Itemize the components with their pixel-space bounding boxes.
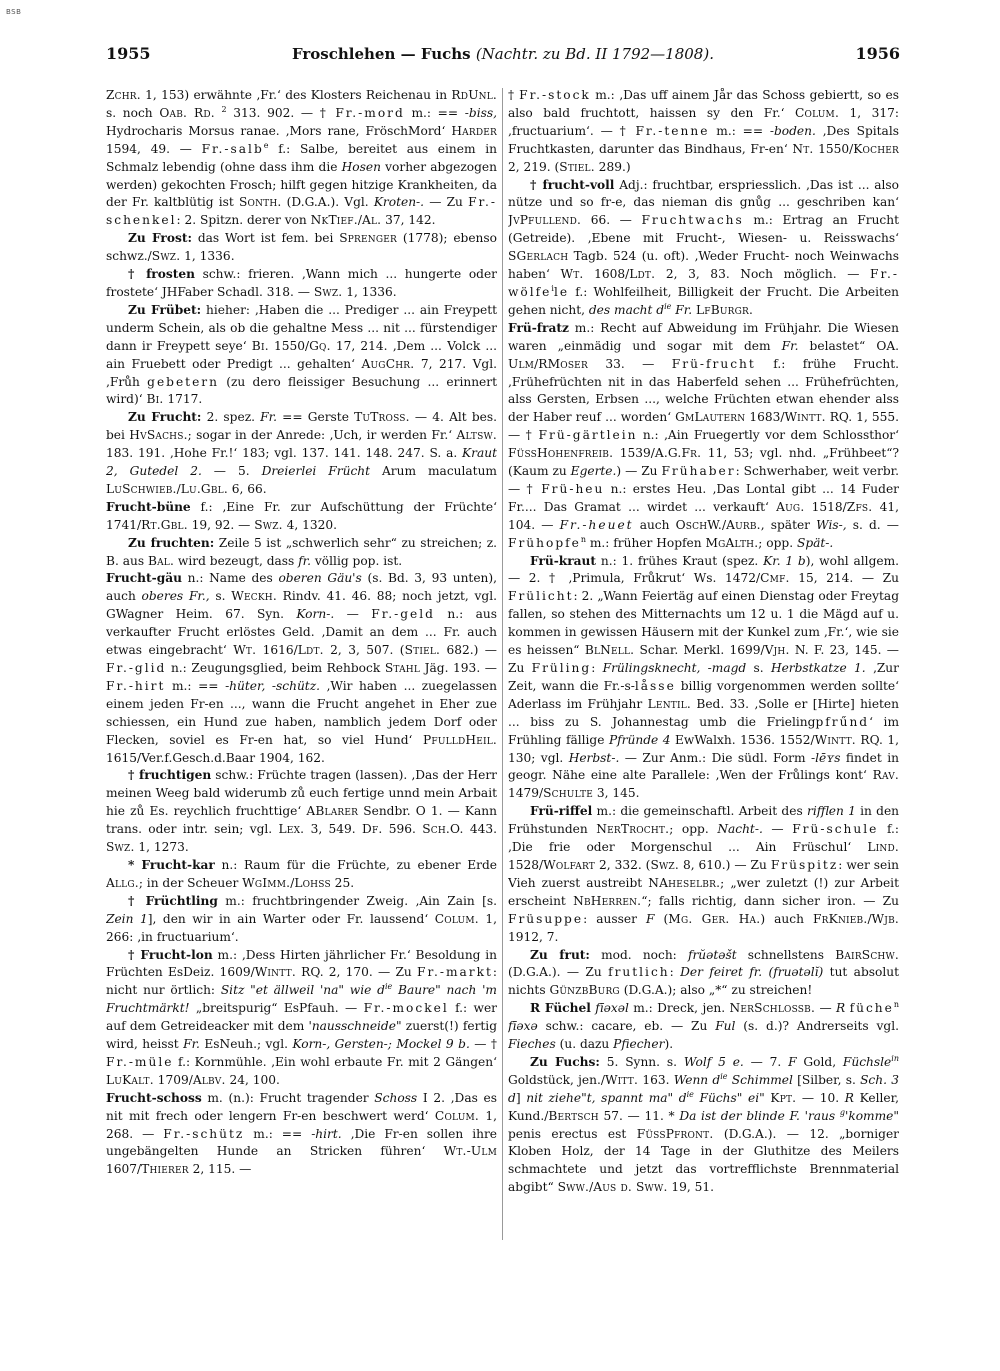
dictionary-entry bbox=[106, 230, 497, 266]
entry-headword: Zu Frost: bbox=[128, 231, 192, 246]
entry-headword: Frü-riffel bbox=[530, 804, 593, 819]
entry-body: fīǝxǝl m.: Dreck, jen. NerSchlossb. — R füche$^n$ fīǝxǝ schw.: cacare, eb. — Zu Ful (s. d.)? Andrerseits vgl. Fieches (u. dazu Pfiecher). bbox=[508, 1000, 899, 1052]
entry-body: schw.: Früchte tragen (lassen). ‚Das der Herr meinen Weeg bald widerumb zů euch fertige unnd mein Arbait hie zů Es. reychlich fruchttige‘ ABlarer Sendbr. O 1. — Kann trans. oder intr. sein; vgl. Lex. 3, 549. Df. 596. Sch.O. 443. Swz. 1, 1273. bbox=[106, 768, 497, 855]
dictionary-entry bbox=[508, 553, 899, 804]
entry-body: f.: ‚Eine Fr. zur Aufschüttung der Früchte‘ 1741/Rt.Gbl. 19, 92. — Swz. 4, 1320. bbox=[106, 499, 497, 532]
dictionary-entry bbox=[106, 302, 497, 409]
dictionary-entry bbox=[106, 499, 497, 535]
dictionary-entry bbox=[106, 535, 497, 571]
entry-headword: Zu Frübet: bbox=[128, 302, 202, 317]
entry-body: hieher: ‚Haben die ... Prediger ... ain Freypett underm Schein, als ob die gehaltne Mess ... nit ... fürstendiger dann ir Freypett seye‘ Bi. 1550/Gq. 17, 214. ‚Dem ... Volck ... ain Fruebett oder Predigt ... gehalten‘ AugChr. 7, 217. Vgl. ‚Frůh gebetern (zu dero fleissiger Besuchung ... erinnert wird)‘ Bi. 1717. bbox=[106, 302, 497, 407]
entry-headword: † frosten bbox=[128, 267, 195, 282]
dictionary-entry bbox=[106, 893, 497, 947]
left-column bbox=[106, 87, 497, 1355]
dictionary-entry bbox=[508, 803, 899, 946]
entry-body: m. (n.): Frucht tragender Schoss I 2. ‚Das es nit mit frech oder lengern Fr-en beschwert werd‘ Colum. 1, 268. — Fr.-schütz m.: == -hirt. ‚Die Fr-en sollen ihre ungebängelten Hunde an Stricken führen‘ Wt.-Ulm 1607/Thierer 2, 115. — bbox=[106, 1090, 497, 1177]
dictionary-entry bbox=[106, 857, 497, 893]
running-header bbox=[106, 44, 900, 68]
running-title-main: Froschlehen — Fuchs bbox=[292, 45, 471, 63]
dictionary-entry bbox=[508, 320, 899, 553]
dictionary-entry bbox=[106, 266, 497, 302]
dictionary-entry bbox=[106, 767, 497, 857]
entry-body: das Wort ist fem. bei Sprenger (1778); ebenso schwz./Swz. 1, 1336. bbox=[106, 231, 497, 264]
entry-body: n.: Raum für die Früchte, zu ebener Erde Allg.; in der Scheuer WgImm./Lohss 25. bbox=[106, 857, 497, 890]
entry-headword: † frucht-voll bbox=[530, 177, 615, 192]
entry-headword: † fruchtigen bbox=[128, 768, 212, 783]
entry-headword: R Füchel bbox=[530, 1001, 591, 1016]
entry-body: mod. noch: frŭǝtǝšt schnellstens BairSchw. (D.G.A.). — Zu frutlich: Der feiret fr. (fruǝtǝlĭ) tut absolut nichts GünzbBurg (D.G.A.); also „*“ zu streichen! bbox=[508, 947, 899, 998]
dictionary-entry bbox=[106, 570, 497, 767]
entry-body: m.: ‚Dess Hirten jährlicher Fr.‘ Besoldung in Früchten EsDeiz. 1609/Wintt. RQ. 2, 170. — Zu Fr.-markt: nicht nur örtlich: Sitz "et ällweil 'na" wie $d^{ie}$ Baure" nach 'm Fruchtmärkt! „breitspurig“ EsPfauh. — Fr.-mockel f.: wer auf dem Getreideacker mit dem 'nausschneide" zuerst(!) fertig wird, heisst Fr. EsNeuh.; vgl. Korn-, Gersten-; Mockel 9 b. — † Fr.-müle f.: Kornmühle. ‚Ein wohl erbaute Fr. mit 2 Gängen‘ LuKalt. 1709/Albv. 24, 100. bbox=[106, 947, 497, 1087]
entry-body: Zchr. 1, 153) erwähnte ‚Fr.‘ des Klosters Reichenau in RdUnl. s. noch Oab. Rd. $^2$ 313. 902. — † Fr.-mord m.: == -biss, Hydrocharis Morsus ranae. ‚Mors rane, FröschMord‘ Harder 1594, 49. — Fr.-salb$^e$ f.: Salbe, bereitet aus einem in Schmalz lebendig (ohne dass ihm die Hosen vorher abgezogen werden) gekochten Frosch; hilft gegen hitzige Krankheiten, da der Fr. kaltblütig ist Sonth. (D.G.A.). Vgl. Kroten-. — Zu Fr.-schenkel: 2. Spitzn. derer von NkTief./Al. 37, 142. bbox=[106, 88, 497, 228]
entry-headword: Frü-kraut bbox=[530, 553, 597, 568]
entry-headword: † Frucht-lon bbox=[128, 947, 213, 962]
entry-headword: Frucht-büne bbox=[106, 499, 191, 514]
entry-body: m.: die gemeinschaftl. Arbeit des rifflen 1 in den Frühstunden NerTrocht.; opp. Nacht-. — Frü-schule f.: ‚Die frie oder Morgenschul ... Ain Früschul‘ Lind. 1528/Wolfart 2, 332. (Swz. 8, 610.) — Zu Früspitz: wer sein Vieh zuerst austreibt NAheselbr.; „wer zuletzt (!) zur Arbeit erscheint NbHerren.“; falls richtig, dann sicher iron. — Zu Früsuppe: ausser F (Mg. Ger. Ha.) auch FrKnieb./Wjb. 1912, 7. bbox=[508, 804, 899, 944]
entry-body: schw.: frieren. ‚Wann mich ... hungerte oder frostete‘ JHFaber Schadl. 318. — Swz. 1, 1336. bbox=[106, 267, 497, 299]
dictionary-entry bbox=[508, 1054, 899, 1197]
dictionary-entry bbox=[508, 1000, 899, 1054]
entry-body: 2. spez. Fr. == Gerste TuTross. — 4. Alt bes. bei HvSachs.; sogar in der Anrede: ‚Uch, ir werden Fr.‘ Altsw. 183. 191. ‚Hohe Fr.!‘ 183; vgl. 137. 141. 148. 247. S. a. Kraut 2, Gutedel 2. — 5. Dreierlei Frücht Arum maculatum LuSchwieb./Lu.Gbl. 6, 66. bbox=[106, 410, 497, 496]
entry-headword: Frucht-schoss bbox=[106, 1090, 202, 1105]
entry-headword: Frucht-gäu bbox=[106, 571, 182, 586]
entry-body: Zeile 5 ist „schwerlich sehr“ zu streichen; z. B. aus Bal. wird bezeugt, dass fr. völlig pop. ist. bbox=[106, 535, 497, 568]
entry-headword: Frü-fratz bbox=[508, 320, 569, 335]
page-number-right: 1956 bbox=[855, 44, 900, 63]
entry-headword: Zu fruchten: bbox=[128, 535, 215, 550]
dictionary-entry bbox=[508, 947, 899, 1001]
dictionary-entry bbox=[106, 1090, 497, 1180]
page-number-left: 1955 bbox=[106, 44, 151, 63]
entry-headword: * Frucht-kar bbox=[128, 857, 215, 872]
entry-headword: Zu frut: bbox=[530, 947, 590, 962]
dictionary-entry bbox=[106, 409, 497, 499]
entry-body: † Fr.-stock m.: ‚Das uff ainem Jår das Schoss gebiertt, so es also bald fruchtott, haissen sy den Fr.‘ Colum. 1, 317: ‚fructuarium‘. — † Fr.-tenne m.: == -boden. ‚Des Spitals Fruchtkasten, darunter das Bindhaus, Fr-en‘ Nt. 1550/Kocher 2, 219. (Stiel. 289.) bbox=[508, 88, 899, 174]
running-title-sub: (Nachtr. zu Bd. II 1792—1808). bbox=[475, 45, 714, 63]
entry-body: n.: Name des oberen Gäu's (s. Bd. 3, 93 unten), auch oberes Fr., s. Weckh. Rindv. 41. 46. 88; noch jetzt, vgl. GWagner Heim. 67. Syn. Korn-. — Fr.-geld n.: aus verkaufter Frucht erlöstes Geld. ‚Damit an dem ... Fr. auch etwas eingebracht‘ Wt. 1616/Ldt. 2, 3, 507. (Stiel. 682.) — Fr.-glid n.: Zeugungsglied, beim Rehbock Stahl Jäg. 193. — Fr.-hirt m.: == -hüter, -schütz. ‚Wir haben ... zuegelassen einem jeden Fr-en ..., wann die Frucht angehet in Eher zue schiessen, ein Hund zue haben, namblich jedem Dorf oder Flecken, soviel es Fr-en hat, so viel Hund‘ PfulldHeil. 1615/Ver.f.Gesch.d.Baar 1904, 162. bbox=[106, 571, 497, 765]
entry-headword: Zu Frucht: bbox=[128, 410, 202, 425]
entry-body: n.: 1. frühes Kraut (spez. Kr. 1 b), wohl allgem. — 2. † ‚Primula, Frůkrut‘ Ws. 1472/Cmf. 15, 214. — Zu Frülicht: 2. „Wann Feiertäg auf einen Dienstag oder Freytag fallen, so stehen des Mitternachts um 12 u. 1 die Mägd auf u. kommen in gewissen Häusern mit der Kunkel zum ‚Fr.‘, wie sie es heissen“ BlNell. Schar. Merkl. 1699/Vjh. N. F. 23, 145. — Zu Früling: Frülingsknecht, -magd s. Herbstkatze 1. ‚Zur Zeit, wann die Fr.-s-låsse billig vorgenommen werden sollte‘ Aderlass im Frühjahr Lentil. Bed. 33. ‚Solle er [Hirte] hieten ... biss zu S. Johannestag umb die Frielingpfrűnd‘ im Frühling fällige Pfründe 4 EwWalxh. 1536. 1552/Wintt. RQ. 1, 130; vgl. Herbst-. — Zur Anm.: Die südl. Form -lēʏs findet in geogr. Nähe eine alte Parallele: ‚Wen der Frůlings kont‘ Rav. 1479/Schulte 3, 145. bbox=[508, 553, 899, 801]
entry-headword: † Früchtling bbox=[128, 893, 218, 908]
dictionary-entry bbox=[106, 947, 497, 1090]
dictionary-entry bbox=[106, 87, 497, 230]
right-column bbox=[508, 87, 899, 1355]
running-title bbox=[106, 45, 900, 63]
entry-body: m.: fruchtbringender Zweig. ‚Ain Zain [s. Zein 1], den wir in ain Warter oder Fr. laussend‘ Colum. 1, 266: ‚in fructuarium‘. bbox=[106, 893, 497, 944]
entry-body: 5. Synn. s. Wolf 5 e. — 7. F Gold, Füchsle$^{in}$ Goldstück, jen./Witt. 163. Wenn $d^{ie}$ Schimmel [Silber, s. Sch. 3 d] nit ziehe"t, spannt ma" $d^{ie}$ Füchs" ei" Kpt. — 10. R Keller, Kund./Bertsch 57. — 11. * Da ist der blinde F. 'raus $^g$'komme" penis erectus est FüssPfront. (D.G.A.). — 12. „borniger Kloben Holz, der 14 Tage in der Gluthitze des Meilers schmachtete und jetzt das vortrefflichste Brennmaterial abgibt“ Sww./Aus d. Sww. 19, 51. bbox=[508, 1053, 899, 1195]
column-divider bbox=[502, 88, 503, 1240]
library-stamp: BSB bbox=[6, 8, 22, 16]
dictionary-entry bbox=[508, 177, 899, 320]
dictionary-entry bbox=[508, 87, 899, 177]
entry-body: Adj.: fruchtbar, erspriesslich. ‚Das ist ... also nütze und so fr-e, das nieman dis gnůg ... geschriben kan‘ JvPfullend. 66. — Fruchtwachs m.: Ertrag an Frucht (Getreide). ‚Ebene mit Frucht-, Wiesen- u. Reisswachs‘ SGerlach Tagb. 524 (u. oft). ‚Weder Frucht- noch Weinwachs haben‘ Wt. 1608/Ldt. 2, 3, 83. Noch möglich. — Fr.-wölfe$^i$le f.: Wohlfeilheit, Billigkeit der Frucht. Die Arbeiten gehen nicht, des macht $d^{ie}$ Fr. LfBurgr. bbox=[508, 177, 899, 317]
entry-body: m.: Recht auf Abweidung im Frühjahr. Die Wiesen waren „einmädig und sogar mit dem Fr. belastet“ OA. Ulm/RMoser 33. — Frü-frucht f.: frühe Frucht. ‚Frühefrüchten nit in das Haberfeld sehen ... Frühefrüchten, alss Gersten, Erbsen ..., welche Früchten etwan ehender alss der Haber reuf ... worden‘ GmLautern 1683/Wintt. RQ. 1, 555. — † Frü-gärtlein n.: ‚Ain Fruegertly vor dem Schlossthor‘ FüssHohenfreib. 1539/A.G.Fr. 11, 53; vgl. nhd. „Frühbeet“? (Kaum zu Egerte.) — Zu Früh​aber: Schwerhaber, weit verbr. — † Frü-heu n.: erstes Heu. ‚Das Lontal gibt ... 14 Fuder Fr.... Das Gramat ... wirdet ... verkauft‘ Aug. 1518/Zfs. 41, 104. — Fr.-heuet auch OschW./Aurb., später Wis-, s. d. — Frühopfe$^n$ m.: früher Hopfen MgAlth.; opp. Spät-. bbox=[508, 320, 899, 550]
entry-headword: Zu Fuchs: bbox=[530, 1054, 600, 1069]
